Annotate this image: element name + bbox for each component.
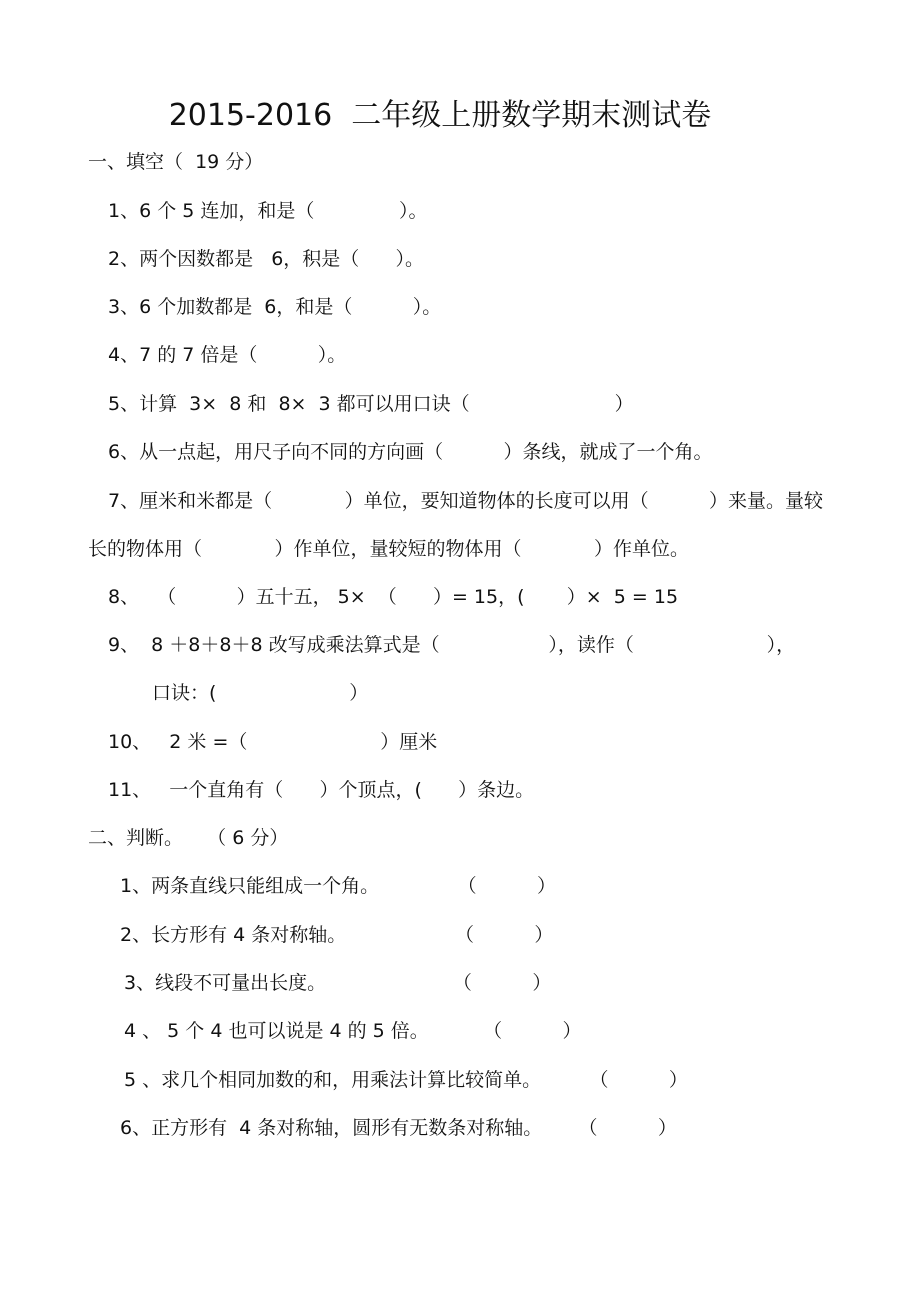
judgment-5: 5 、求几个相同加数的和，用乘法计算比较简单。 （ ） (124, 1069, 688, 1091)
question-1-7-continued: 长的物体用（ ）作单位，量较短的物体用（ ）作单位。 (88, 538, 689, 560)
question-1-9: 9、 8 ＋8＋8＋8 改写成乘法算式是（ ），读作（ ）， (108, 634, 796, 656)
judgment-3: 3、线段不可量出长度。 （ ） (124, 972, 552, 994)
judgment-4: 4 、 5 个 4 也可以说是 4 的 5 倍。 （ ） (124, 1020, 582, 1042)
question-1-6: 6、从一点起，用尺子向不同的方向画（ ）条线，就成了一个角。 (108, 441, 713, 463)
section-heading-true-false: 二、判断。 （ 6 分） (88, 827, 289, 849)
question-1-3: 3、6 个加数都是 6，和是（ ）。 (108, 296, 442, 318)
judgment-2: 2、长方形有 4 条对称轴。 （ ） (120, 924, 554, 946)
page-title: 2015-2016 二年级上册数学期末测试卷 (168, 98, 712, 133)
question-1-9-continued: 口诀：( ） (152, 682, 369, 704)
question-1-11: 11、 一个直角有（ ）个顶点，( ）条边。 (108, 779, 535, 801)
question-1-2: 2、两个因数都是 6，积是（ ）。 (108, 248, 425, 270)
question-1-10: 10、 2 米 =（ ）厘米 (108, 731, 438, 753)
question-1-1: 1、6 个 5 连加，和是（ ）。 (108, 200, 428, 222)
question-1-5: 5、计算 3× 8 和 8× 3 都可以用口诀（ ） (108, 393, 634, 415)
judgment-1: 1、两条直线只能组成一个角。 （ ） (120, 875, 556, 897)
judgment-6: 6、正方形有 4 条对称轴，圆形有无数条对称轴。 （ ） (120, 1117, 677, 1139)
question-1-7: 7、厘米和米都是（ ）单位，要知道物体的长度可以用（ ）来量。量较 (108, 490, 823, 512)
section-heading-fill-in: 一、填空（ 19 分） (88, 151, 264, 173)
question-1-8: 8、 （ ）五十五， 5× （ ）= 15，( ）× 5 = 15 (108, 586, 679, 608)
question-1-4: 4、7 的 7 倍是（ ）。 (108, 344, 347, 366)
